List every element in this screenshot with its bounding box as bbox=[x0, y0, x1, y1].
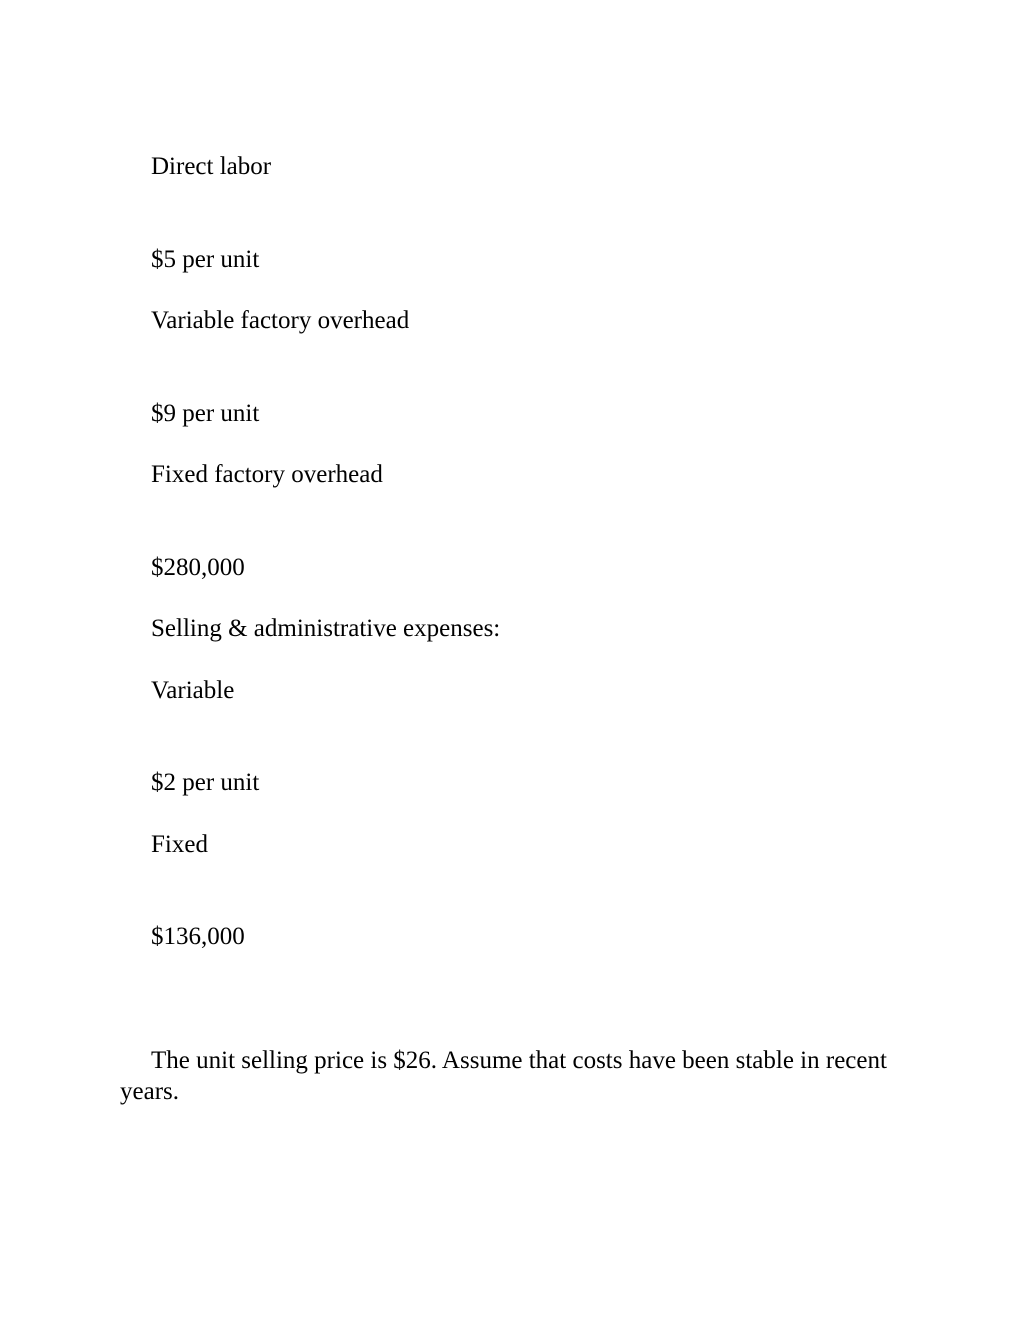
closing-paragraph: The unit selling price is $26. Assume that costs have been stable in recent years. bbox=[120, 1047, 887, 1105]
item-direct-labor-value: $5 per unit bbox=[151, 246, 260, 273]
item-variable-selling-value: $2 per unit bbox=[151, 769, 260, 796]
item-variable-factory-overhead-value: $9 per unit bbox=[151, 400, 260, 427]
item-fixed-selling-label: Fixed bbox=[151, 831, 208, 858]
item-variable-factory-overhead-label: Variable factory overhead bbox=[151, 307, 410, 334]
selling-admin-heading: Selling & administrative expenses: bbox=[151, 615, 501, 642]
item-fixed-factory-overhead-value: $280,000 bbox=[151, 554, 245, 581]
item-variable-selling-label: Variable bbox=[151, 677, 235, 704]
item-direct-labor-label: Direct labor bbox=[151, 153, 272, 180]
item-fixed-factory-overhead-label: Fixed factory overhead bbox=[151, 461, 383, 488]
item-fixed-selling-value: $136,000 bbox=[151, 923, 245, 950]
